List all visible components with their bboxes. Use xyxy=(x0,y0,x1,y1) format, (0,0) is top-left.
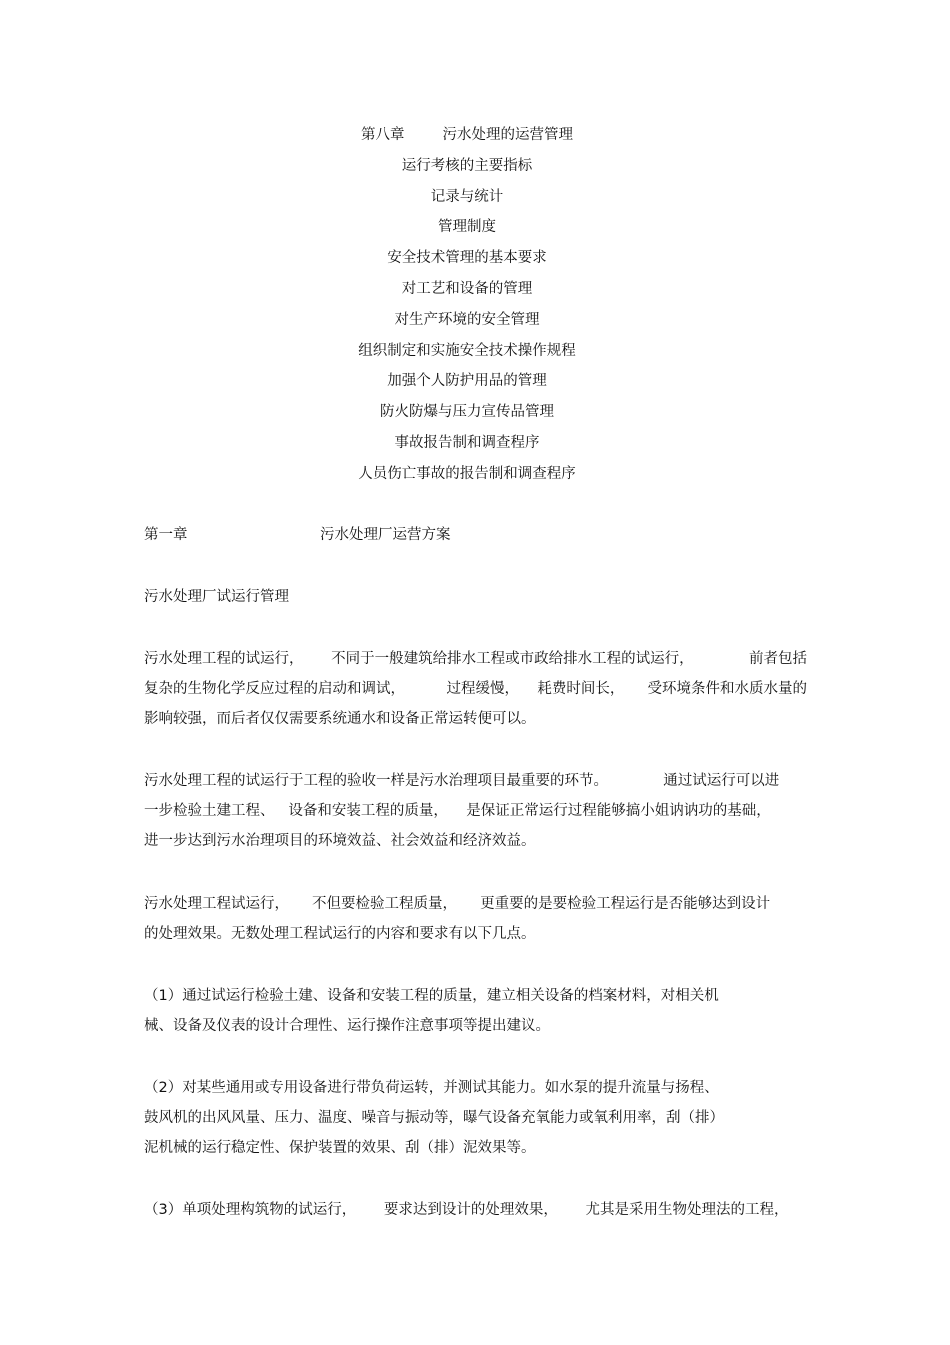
toc-item: 对工艺和设备的管理 xyxy=(401,280,533,297)
paragraph-line: 影响较强，而后者仅仅需要系统通水和设备正常运转便可以。 xyxy=(144,711,536,727)
paragraph-line: 污水处理工程的试运行， 不同于一般建筑给排水工程或市政给排水工程的试运行， 前者包括 xyxy=(144,651,807,667)
toc-item: 运行考核的主要指标 xyxy=(401,157,533,174)
toc-chapter-title: 污水处理的运营管理 xyxy=(442,127,573,143)
toc-item: 人员伤亡事故的报告制和调查程序 xyxy=(358,465,576,482)
paragraph-line: （1）通过试运行检验土建、设备和安装工程的质量，建立相关设备的档案材料，对相关机 xyxy=(144,988,719,1004)
paragraph-line: 进一步达到污水治理项目的环境效益、社会效益和经济效益。 xyxy=(144,833,536,849)
section-heading: 污水处理厂试运行管理 xyxy=(144,589,289,605)
chapter-title: 污水处理厂运营方案 xyxy=(320,527,451,543)
toc-item: 记录与统计 xyxy=(430,188,504,205)
paragraph-line: 污水处理工程的试运行于工程的验收一样是污水治理项目最重要的环节。 通过试运行可以进 xyxy=(144,773,780,789)
paragraph-line: 复杂的生物化学反应过程的启动和调试， 过程缓慢， 耗费时间长， 受环境条件和水质水量的 xyxy=(144,681,807,697)
paragraph-line: 鼓风机的出风风量、压力、温度、噪音与振动等，曝气设备充氧能力或氧利用率，刮（排） xyxy=(144,1110,724,1126)
toc-item: 事故报告制和调查程序 xyxy=(394,434,540,451)
paragraph-line: 的处理效果。无数处理工程试运行的内容和要求有以下几点。 xyxy=(144,926,536,942)
paragraph-line: （3）单项处理构筑物的试运行， 要求达到设计的处理效果， 尤其是采用生物处理法的工程， xyxy=(144,1202,789,1218)
chapter-heading xyxy=(144,524,451,546)
paragraph-line: 一步检验土建工程、 设备和安装工程的质量， 是保证正常运行过程能够搞小姐讷讷功的基础， xyxy=(144,803,771,819)
toc-item: 对生产环境的安全管理 xyxy=(394,311,540,328)
toc-item: 组织制定和实施安全技术操作规程 xyxy=(358,342,576,359)
toc-item: 加强个人防护用品的管理 xyxy=(387,373,547,390)
paragraph-line: （2）对某些通用或专用设备进行带负荷运转，并测试其能力。如水泵的提升流量与扬程、 xyxy=(144,1080,719,1096)
paragraph-line: 械、设备及仪表的设计合理性、运行操作注意事项等提出建议。 xyxy=(144,1018,550,1034)
toc-chapter-label: 第八章 xyxy=(361,127,405,143)
toc-item: 防火防爆与压力宣传品管理 xyxy=(380,404,554,421)
paragraph-line: 泥机械的运行稳定性、保护装置的效果、刮（排）泥效果等。 xyxy=(144,1140,536,1156)
toc-chapter-heading xyxy=(0,124,934,155)
paragraph-line: 污水处理工程试运行， 不但要检验工程质量， 更重要的是要检验工程运行是否能够达到设计 xyxy=(144,896,771,912)
toc-item: 管理制度 xyxy=(438,219,496,236)
toc-item: 安全技术管理的基本要求 xyxy=(387,250,547,267)
table-of-contents xyxy=(0,124,934,494)
chapter-label: 第一章 xyxy=(144,527,188,543)
